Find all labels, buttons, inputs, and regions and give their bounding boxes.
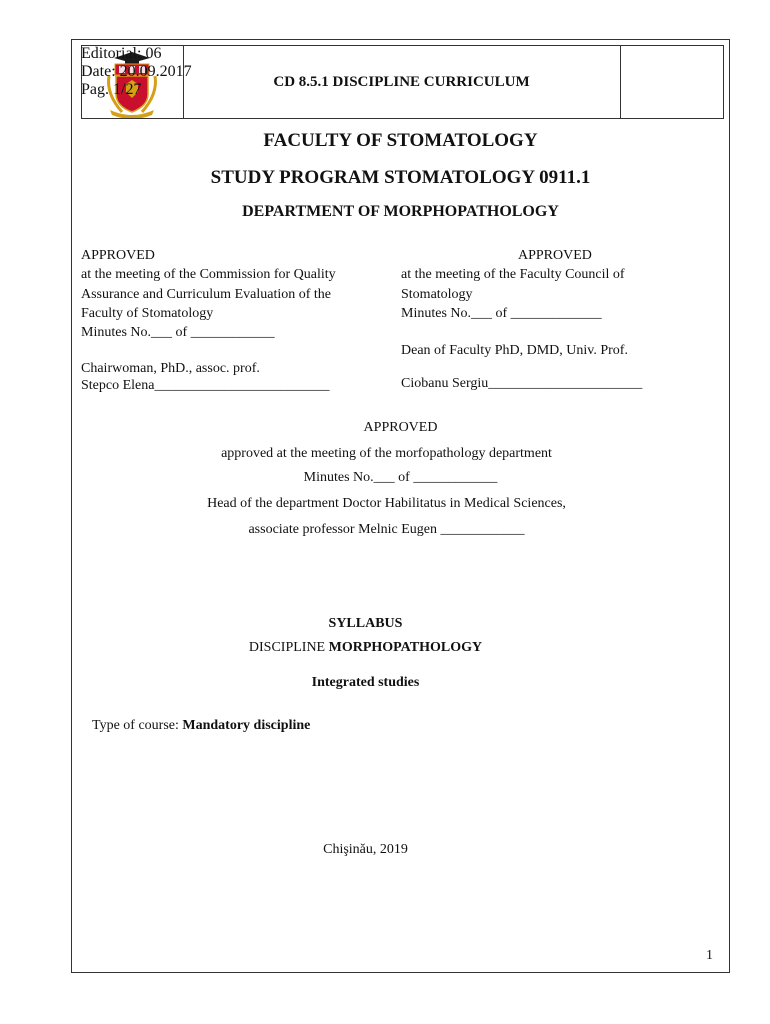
left-signatory-name: Stepco Elena_________________________ — [81, 378, 330, 393]
course-type-prefix: Type of course: — [92, 718, 183, 733]
right-approval-line: Stomatology — [401, 287, 473, 302]
dept-head-line: Head of the department Doctor Habilitatus in Medical Sciences, — [207, 496, 566, 511]
date-row — [81, 63, 724, 81]
page-label: Pag. 1/27 — [81, 81, 142, 98]
right-minutes-line: Minutes No.___ of _____________ — [401, 306, 602, 321]
dept-head-name: associate professor Melnic Eugen ____________ — [248, 522, 525, 537]
course-type-line — [92, 716, 310, 736]
dept-approved-heading: APPROVED — [363, 420, 438, 435]
dept-minutes-line: Minutes No.___ of ____________ — [303, 470, 498, 485]
place-year: Chişinău, 2019 — [323, 842, 408, 857]
left-minutes-line: Minutes No.___ of ____________ — [81, 325, 275, 340]
discipline-name: MORPHOPATHOLOGY — [328, 640, 483, 655]
editorial-row — [81, 45, 724, 63]
discipline-line — [36, 640, 695, 656]
syllabus-title: SYLLABUS — [328, 616, 403, 631]
studies-type: Integrated studies — [311, 675, 420, 690]
right-approval-line: at the meeting of the Faculty Council of — [401, 267, 625, 282]
left-approval-line: Faculty of Stomatology — [81, 306, 214, 321]
page-row — [81, 81, 724, 99]
date-value: 20.09.2017 — [119, 63, 192, 80]
page-number: 1 — [706, 948, 713, 963]
left-approval-line: at the meeting of the Commission for Quality — [81, 267, 336, 282]
right-approved-heading: APPROVED — [518, 248, 592, 263]
editorial-value: 06 — [145, 45, 162, 62]
right-signatory-name: Ciobanu Sergiu______________________ — [401, 376, 643, 391]
left-signatory-role: Chairwoman, PhD., assoc. prof. — [81, 361, 260, 376]
left-approval-line: Assurance and Curriculum Evaluation of the — [81, 287, 331, 302]
date-label: Date: — [81, 63, 116, 80]
left-approved-heading: APPROVED — [81, 248, 155, 263]
department-title: DEPARTMENT OF MORPHOPATHOLOGY — [242, 203, 559, 220]
discipline-prefix: DISCIPLINE — [248, 640, 329, 655]
right-signatory-role: Dean of Faculty PhD, DMD, Univ. Prof. — [401, 343, 628, 358]
faculty-title: FACULTY OF STOMATOLOGY — [263, 130, 538, 151]
dept-approval-line: approved at the meeting of the morfopathology department — [221, 446, 552, 461]
editorial-label: Editorial: — [81, 45, 142, 62]
study-program-title: STUDY PROGRAM STOMATOLOGY 0911.1 — [210, 167, 591, 188]
course-type-value: Mandatory discipline — [182, 718, 311, 733]
document-code-title: CD 8.5.1 DISCIPLINE CURRICULUM — [183, 46, 621, 118]
